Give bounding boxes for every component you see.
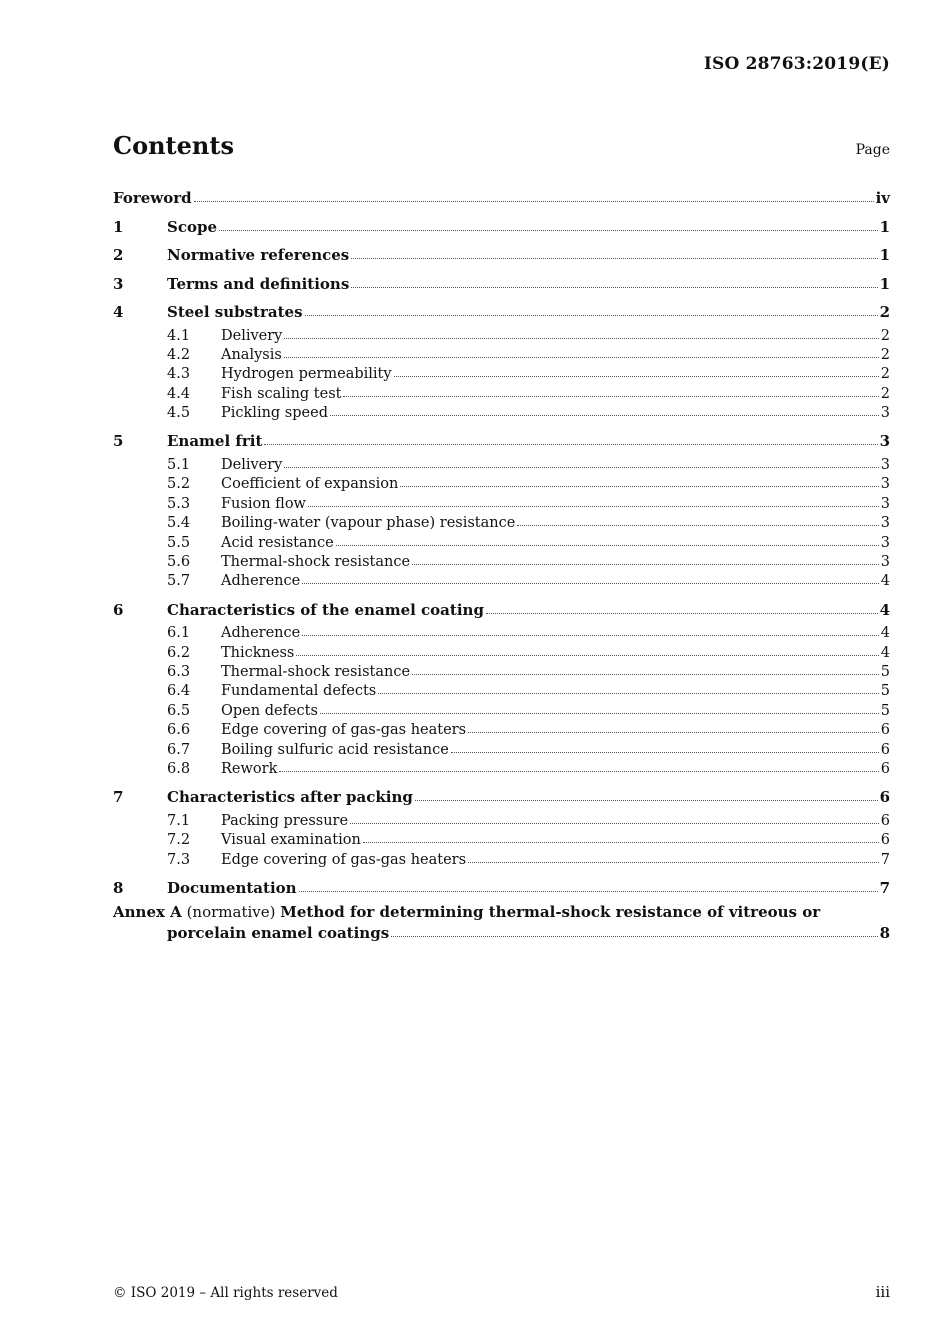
toc-entry-annex-a[interactable] bbox=[113, 902, 890, 944]
dot-leader bbox=[299, 891, 878, 892]
toc-entry-number: 4.1 bbox=[167, 327, 191, 344]
toc-entry-title: Pickling speed bbox=[221, 405, 328, 422]
dot-leader bbox=[302, 635, 879, 636]
toc-entry-title: Visual examination bbox=[221, 832, 361, 849]
dot-leader bbox=[296, 655, 878, 656]
toc-entry-subsection-5-3[interactable] bbox=[113, 495, 890, 514]
toc-entry-page: 3 bbox=[880, 495, 890, 512]
toc-entry-title: Documentation bbox=[167, 878, 297, 897]
contents-header bbox=[113, 131, 890, 160]
toc-entry-title: Open defects bbox=[221, 702, 318, 719]
toc-entry-page: 3 bbox=[880, 405, 890, 422]
dot-leader bbox=[264, 444, 877, 445]
copyright-notice: © ISO 2019 – All rights reserved bbox=[113, 1285, 338, 1301]
toc-entry-page: 2 bbox=[879, 303, 890, 321]
toc-entry-title: Delivery bbox=[221, 456, 283, 473]
toc-entry-title: Foreword bbox=[113, 189, 192, 207]
toc-entry-page: 7 bbox=[879, 878, 890, 897]
toc-entry-title: Coefficient of expansion bbox=[221, 476, 399, 493]
toc-entry-page: 4 bbox=[879, 600, 890, 619]
toc-entry-number: 6.4 bbox=[167, 683, 191, 700]
page-footer bbox=[113, 1283, 890, 1301]
toc-entry-page: 1 bbox=[879, 246, 890, 264]
toc-entry-title: Adherence bbox=[221, 573, 301, 590]
toc-entry-subsection-4-4[interactable] bbox=[113, 385, 890, 404]
toc-entry-title: Fusion flow bbox=[221, 495, 306, 512]
toc-entry-subsection-6-1[interactable] bbox=[113, 624, 890, 643]
dot-leader bbox=[517, 525, 878, 526]
dot-leader bbox=[336, 545, 879, 546]
dot-leader bbox=[468, 862, 879, 863]
dot-leader bbox=[451, 752, 879, 753]
annex-type: (normative) bbox=[186, 903, 276, 922]
toc-entry-title: Rework bbox=[221, 760, 278, 777]
page-title: Contents bbox=[113, 131, 234, 160]
toc-entry-number: 6.3 bbox=[167, 663, 191, 680]
toc-entry-subsection-5-1[interactable] bbox=[113, 456, 890, 475]
toc-entry-foreword[interactable] bbox=[113, 184, 890, 213]
toc-entry-subsection-6-8[interactable] bbox=[113, 760, 890, 779]
dot-leader bbox=[305, 315, 878, 316]
toc-entry-subsection-4-3[interactable] bbox=[113, 365, 890, 384]
toc-entry-title: Analysis bbox=[221, 346, 282, 363]
toc-entry-page: 3 bbox=[880, 476, 890, 493]
toc-entry-subsection-6-6[interactable] bbox=[113, 721, 890, 740]
toc-entry-title: Hydrogen permeability bbox=[221, 366, 392, 383]
dot-leader bbox=[302, 583, 879, 584]
toc-entry-number: 1 bbox=[113, 217, 124, 236]
toc-entry-title: Characteristics after packing bbox=[167, 788, 413, 807]
toc-entry-number: 7.2 bbox=[167, 832, 191, 849]
toc-entry-title: Fish scaling test bbox=[221, 385, 342, 402]
toc-entry-page: 6 bbox=[880, 832, 890, 849]
dot-leader bbox=[468, 732, 879, 733]
page-column-label: Page bbox=[855, 142, 890, 158]
toc-entry-page: 3 bbox=[880, 553, 890, 570]
toc-entry-page: 6 bbox=[880, 760, 890, 777]
toc-entry-page: 6 bbox=[879, 788, 890, 807]
toc-entry-title: Terms and definitions bbox=[167, 274, 350, 293]
dot-leader bbox=[279, 771, 878, 772]
dot-leader bbox=[351, 287, 877, 288]
toc-entry-page: 3 bbox=[880, 515, 890, 532]
toc-entry-number: 6.5 bbox=[167, 702, 191, 719]
toc-entry-page: 2 bbox=[880, 366, 890, 383]
dot-leader bbox=[284, 338, 878, 339]
dot-leader bbox=[194, 201, 874, 202]
annex-title-line2: porcelain enamel coatings bbox=[167, 924, 390, 943]
toc-entry-title: Delivery bbox=[221, 327, 283, 344]
toc-entry-title: Thermal-shock resistance bbox=[221, 553, 411, 570]
toc-entry-number: 6.2 bbox=[167, 644, 191, 661]
toc-entry-number: 8 bbox=[113, 878, 124, 897]
toc-entry-subsection-6-3[interactable] bbox=[113, 663, 890, 682]
toc-entry-title: Acid resistance bbox=[221, 534, 334, 551]
toc-entry-page: 8 bbox=[879, 924, 890, 943]
toc-entry-page: 6 bbox=[880, 722, 890, 739]
toc-entry-number: 5.3 bbox=[167, 495, 191, 512]
toc-entry-number: 4.5 bbox=[167, 405, 191, 422]
toc-entry-subsection-5-4[interactable] bbox=[113, 514, 890, 533]
toc-entry-title: Scope bbox=[167, 217, 218, 236]
dot-leader bbox=[219, 230, 878, 231]
toc-entry-page: 4 bbox=[880, 573, 890, 590]
toc-entry-number: 6.8 bbox=[167, 760, 191, 777]
toc-entry-title: Characteristics of the enamel coating bbox=[167, 600, 484, 619]
toc-entry-section-2[interactable] bbox=[113, 241, 890, 270]
toc-entry-number: 5 bbox=[113, 432, 124, 451]
toc-entry-page: 5 bbox=[880, 663, 890, 680]
toc-entry-number: 4.3 bbox=[167, 366, 191, 383]
toc-entry-title: Boiling-water (vapour phase) resistance bbox=[221, 515, 516, 532]
toc-entry-subsection-4-1[interactable] bbox=[113, 327, 890, 346]
toc-entry-page: 2 bbox=[880, 327, 890, 344]
dot-leader bbox=[363, 842, 879, 843]
toc-entry-subsection-6-4[interactable] bbox=[113, 682, 890, 701]
toc-entry-title: Fundamental defects bbox=[221, 683, 377, 700]
toc-entry-page: 3 bbox=[879, 432, 890, 451]
toc-entry-title: Packing pressure bbox=[221, 812, 349, 829]
toc-entry-section-8[interactable] bbox=[113, 874, 890, 903]
table-of-contents bbox=[113, 184, 890, 944]
toc-entry-number: 5.6 bbox=[167, 553, 191, 570]
toc-entry-title: Thermal-shock resistance bbox=[221, 663, 411, 680]
toc-entry-number: 3 bbox=[113, 274, 124, 293]
toc-entry-page: 1 bbox=[879, 217, 890, 236]
toc-entry-number: 7.3 bbox=[167, 851, 191, 868]
toc-entry-number: 6.1 bbox=[167, 625, 191, 642]
toc-entry-number: 6 bbox=[113, 600, 124, 619]
dot-leader bbox=[343, 396, 878, 397]
toc-entry-section-6[interactable] bbox=[113, 596, 890, 625]
toc-entry-title: Normative references bbox=[167, 246, 350, 264]
toc-entry-title: Thickness bbox=[221, 644, 295, 661]
toc-entry-subsection-7-1[interactable] bbox=[113, 812, 890, 831]
toc-entry-page: 7 bbox=[880, 851, 890, 868]
toc-entry-number: 6.7 bbox=[167, 741, 191, 758]
toc-entry-section-3[interactable] bbox=[113, 270, 890, 299]
toc-entry-subsection-7-2[interactable] bbox=[113, 831, 890, 850]
dot-leader bbox=[350, 823, 879, 824]
toc-entry-number: 5.7 bbox=[167, 573, 191, 590]
toc-entry-subsection-6-5[interactable] bbox=[113, 702, 890, 721]
toc-entry-number: 7.1 bbox=[167, 812, 191, 829]
toc-entry-section-4[interactable] bbox=[113, 298, 890, 327]
toc-entry-title: Boiling sulfuric acid resistance bbox=[221, 741, 449, 758]
document-id: ISO 28763:2019(E) bbox=[703, 54, 890, 74]
dot-leader bbox=[284, 357, 879, 358]
toc-entry-subsection-5-6[interactable] bbox=[113, 553, 890, 572]
toc-entry-page: iv bbox=[875, 189, 890, 207]
toc-entry-title: Edge covering of gas-gas heaters bbox=[221, 851, 467, 868]
toc-entry-subsection-4-5[interactable] bbox=[113, 404, 890, 423]
dot-leader bbox=[308, 506, 879, 507]
toc-entry-number: 4.4 bbox=[167, 385, 191, 402]
toc-entry-number: 4.2 bbox=[167, 346, 191, 363]
page-number: iii bbox=[875, 1283, 890, 1301]
toc-entry-section-7[interactable] bbox=[113, 783, 890, 812]
toc-entry-title: Steel substrates bbox=[167, 303, 303, 321]
toc-entry-section-5[interactable] bbox=[113, 427, 890, 456]
toc-entry-number: 5.2 bbox=[167, 476, 191, 493]
dot-leader bbox=[400, 486, 878, 487]
toc-entry-page: 2 bbox=[880, 385, 890, 402]
toc-entry-page: 4 bbox=[880, 644, 890, 661]
annex-title-line1: Method for determining thermal-shock resistance of vitreous or bbox=[280, 903, 821, 922]
toc-entry-page: 3 bbox=[880, 534, 890, 551]
dot-leader bbox=[486, 613, 878, 614]
toc-entry-section-1[interactable] bbox=[113, 213, 890, 242]
toc-entry-number: 5.1 bbox=[167, 456, 191, 473]
annex-label: Annex A bbox=[113, 903, 182, 922]
toc-entry-subsection-6-7[interactable] bbox=[113, 741, 890, 760]
dot-leader bbox=[412, 674, 879, 675]
toc-entry-subsection-5-5[interactable] bbox=[113, 534, 890, 553]
dot-leader bbox=[284, 467, 878, 468]
dot-leader bbox=[351, 258, 877, 259]
toc-entry-subsection-5-2[interactable] bbox=[113, 475, 890, 494]
toc-entry-page: 6 bbox=[880, 812, 890, 829]
toc-entry-number: 5.4 bbox=[167, 515, 191, 532]
toc-entry-page: 2 bbox=[880, 346, 890, 363]
toc-entry-number: 6.6 bbox=[167, 722, 191, 739]
dot-leader bbox=[391, 936, 877, 937]
toc-entry-page: 5 bbox=[880, 702, 890, 719]
toc-entry-title: Enamel frit bbox=[167, 432, 263, 451]
toc-entry-number: 2 bbox=[113, 246, 124, 264]
dot-leader bbox=[415, 800, 878, 801]
toc-entry-subsection-6-2[interactable] bbox=[113, 644, 890, 663]
toc-entry-page: 5 bbox=[880, 683, 890, 700]
toc-entry-page: 1 bbox=[879, 274, 890, 293]
toc-entry-title: Adherence bbox=[221, 625, 301, 642]
dot-leader bbox=[394, 376, 879, 377]
toc-sections bbox=[113, 213, 890, 903]
dot-leader bbox=[378, 693, 879, 694]
toc-entry-number: 7 bbox=[113, 788, 124, 807]
toc-entry-page: 4 bbox=[880, 625, 890, 642]
toc-entry-subsection-4-2[interactable] bbox=[113, 346, 890, 365]
toc-entry-subsection-5-7[interactable] bbox=[113, 572, 890, 591]
toc-entry-number: 4 bbox=[113, 303, 124, 321]
toc-entry-title: Edge covering of gas-gas heaters bbox=[221, 722, 467, 739]
dot-leader bbox=[330, 415, 879, 416]
dot-leader bbox=[412, 564, 879, 565]
toc-entry-page: 6 bbox=[880, 741, 890, 758]
toc-entry-subsection-7-3[interactable] bbox=[113, 851, 890, 870]
dot-leader bbox=[320, 713, 879, 714]
toc-entry-page: 3 bbox=[880, 456, 890, 473]
toc-entry-number: 5.5 bbox=[167, 534, 191, 551]
